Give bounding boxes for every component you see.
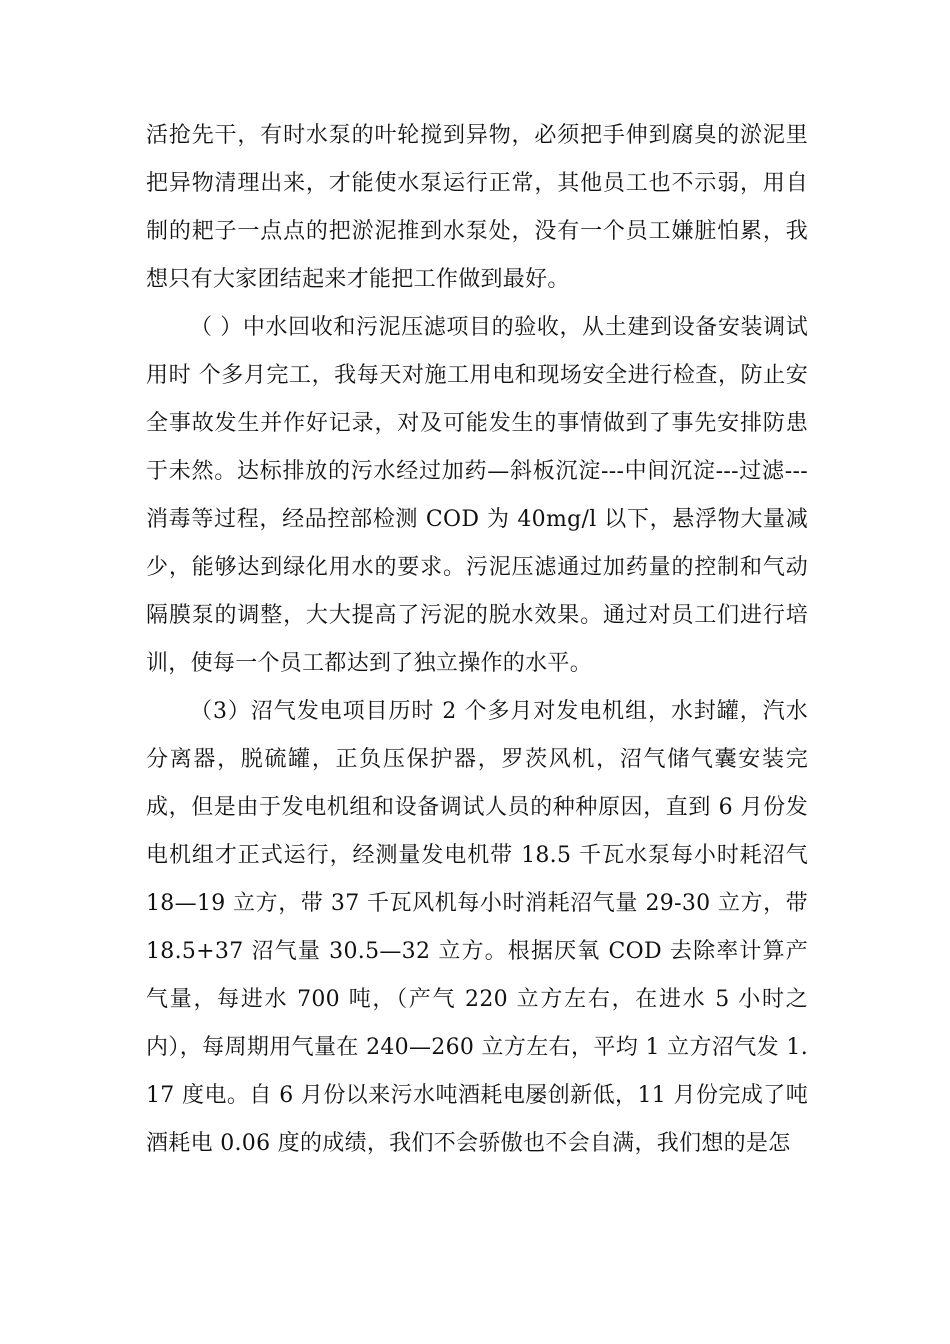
paragraph-biogas-power: （3）沼气发电项目历时 2 个多月对发电机组，水封罐，汽水分离器，脱硫罐，正负压保护器，罗茨风机，沼气储气囊安装完成，但是由于发电机组和设备调试人员的种种原因，直到 6 月份发电机组才正式运行，经测量发电机带 18.5 千瓦水泵每小时耗沼气 18—19 立方，带 37 千瓦风机每小时消耗沼气量 29-30 立方，带 18.5+37 沼气量 30.5—32 立方。根据厌氧 COD 去除率计算产气量，每进水 700 吨，（产气 220 立方左右，在进水 5 小时之内），每周期用气量在 240—260 立方左右，平均 1 立方沼气发 1.17 度电。自 6 月份以来污水吨酒耗电屡创新低，11 月份完成了吨酒耗电 0.06 度的成绩，我们不会骄傲也不会自满，我们想的是怎 (146, 699, 808, 1156)
paragraph-reclaimed-water-sludge: （ ）中水回收和污泥压滤项目的验收，从土建到设备安装调试用时 个多月完工，我每天对施工用电和现场安全进行检查，防止安全事故发生并作好记录，对及可能发生的事情做到了事先安排防患于未然。达标排放的污水经过加药—斜板沉淀---中间沉淀---过滤---消毒等过程，经品控部检测 COD 为 40mg/l 以下，悬浮物大量减少，能够达到绿化用水的要求。污泥压滤通过加药量的控制和气动隔膜泵的调整，大大提高了污泥的脱水效果。通过对员工们进行培训，使每一个员工都达到了独立操作的水平。 (146, 315, 808, 676)
document-body (146, 112, 808, 1168)
paragraph-continuation: 活抢先干，有时水泵的叶轮搅到异物，必须把手伸到腐臭的淤泥里把异物清理出来，才能使水泵运行正常，其他员工也不示弱，用自制的耙子一点点的把淤泥推到水泵处，没有一个员工嫌脏怕累，我想只有大家团结起来才能把工作做到最好。 (146, 123, 808, 292)
